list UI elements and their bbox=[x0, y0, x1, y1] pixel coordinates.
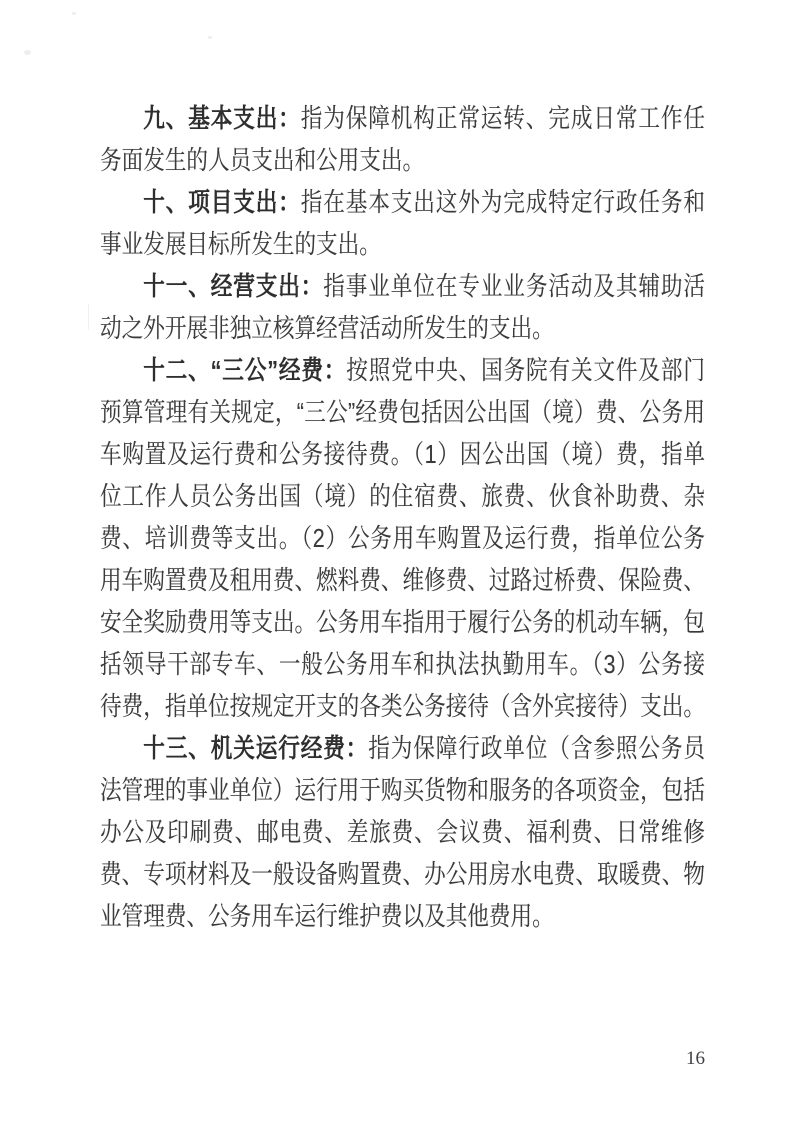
definition-paragraph bbox=[100, 265, 705, 349]
term-definition: 按照党中央、国务院有关文件及部门预算管理有关规定，“三公”经费包括因公出国（境）费、公务用车购置及运行费和公务接待费。（1）因公出国（境）费，指单位工作人员公务出国（境）的住宿费、旅费、伙食补助费、杂费、培训费等支出。（2）公务用车购置及运行费，指单位公务用车购置费及租用费、燃料费、维修费、过路过桥费、保险费、安全奖励费用等支出。公务用车指用于履行公务的机动车辆，包括领导干部专车、一般公务用车和执法执勤用车。（3）公务接待费，指单位按规定开支的各类公务接待（含外宾接待）支出。 bbox=[100, 355, 705, 721]
term-definition: 指为保障机构正常运转、完成日常工作任务面发生的人员支出和公用支出。 bbox=[100, 103, 705, 175]
term-definition: 指事业单位在专业业务活动及其辅助活动之外开展非独立核算经营活动所发生的支出。 bbox=[100, 271, 705, 343]
term-label: 十一、经营支出： bbox=[143, 271, 324, 301]
scan-speck bbox=[72, 12, 76, 15]
term-definition: 指在基本支出这外为完成特定行政任务和事业发展目标所发生的支出。 bbox=[100, 187, 705, 259]
term-label: 十二、“三公”经费： bbox=[143, 355, 347, 385]
scan-speck bbox=[24, 50, 31, 55]
document-body bbox=[100, 97, 705, 937]
definition-paragraph bbox=[100, 181, 705, 265]
definition-paragraph bbox=[100, 97, 705, 181]
scan-scratch bbox=[88, 304, 89, 330]
scan-speck bbox=[208, 36, 212, 39]
term-label: 十、项目支出： bbox=[143, 187, 301, 217]
page-number: 16 bbox=[686, 1048, 705, 1069]
definition-paragraph bbox=[100, 727, 705, 937]
term-definition: 指为保障行政单位（含参照公务员法管理的事业单位）运行用于购买货物和服务的各项资金，包括办公及印刷费、邮电费、差旅费、会议费、福利费、日常维修费、专项材料及一般设备购置费、办公用房水电费、取暖费、物业管理费、公务用车运行维护费以及其他费用。 bbox=[100, 733, 705, 931]
definition-paragraph bbox=[100, 349, 705, 727]
term-label: 十三、机关运行经费： bbox=[143, 733, 369, 763]
term-label: 九、基本支出： bbox=[143, 103, 301, 133]
